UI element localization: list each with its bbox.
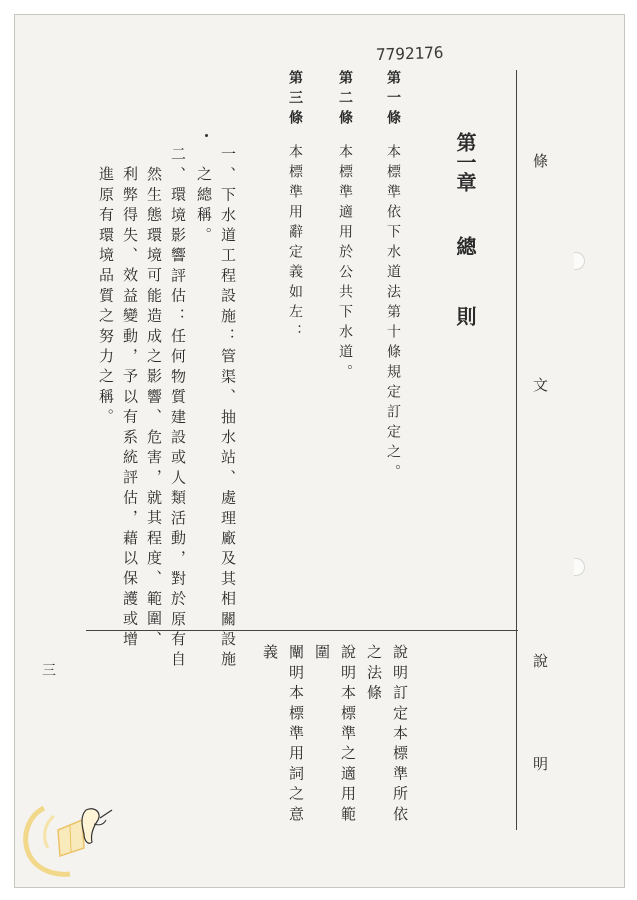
stray-mark — [205, 134, 208, 137]
chapter-number: 第一章 — [453, 132, 477, 192]
definition-1-line1: 一、下水道工程設施：管渠、抽水站、處理廠及其相關設施 — [219, 146, 237, 672]
article-2-label: 第二條 — [337, 70, 353, 130]
explanation-1-line2: 之法條 — [365, 644, 383, 705]
explanation-2-line1: 說明本標準之適用範 — [339, 644, 357, 826]
article-3-text: 本標準用辭定義如左： — [287, 144, 303, 344]
article-3 — [288, 70, 302, 344]
explanation-3-line2: 義 — [261, 644, 279, 665]
explanation-2-line2: 圍 — [313, 644, 331, 665]
article-2-text: 本標準適用於公共下水道。 — [337, 144, 353, 384]
article-1-label: 第一條 — [385, 70, 401, 130]
header-label-wen: 文 — [533, 376, 549, 394]
article-1 — [386, 70, 400, 484]
definition-2-line4: 進原有環境品質之努力之稱。 — [97, 166, 115, 429]
header-label-ming: 明 — [533, 755, 549, 773]
explanation-1-line1: 說明訂定本標準所依 — [391, 644, 409, 826]
library-watermark-logo — [14, 790, 126, 886]
chapter-word-ze: 則 — [453, 306, 477, 326]
article-2 — [338, 70, 352, 384]
article-3-label: 第三條 — [287, 70, 303, 130]
header-label-tiao: 條 — [533, 152, 549, 170]
divider-right — [516, 70, 517, 830]
header-label-shuo: 說 — [533, 652, 549, 670]
definition-2-line1: 二、環境影響評估：任何物質建設或人類活動，對於原有自 — [169, 146, 187, 672]
article-1-text: 本標準依下水道法第十條規定訂定之。 — [385, 144, 401, 484]
page-number: 三 — [42, 663, 56, 679]
definition-2-line3: 利弊得失、效益變動，予以有系統評估，藉以保護或增 — [121, 166, 139, 651]
definition-2-line2: 然生態環境可能造成之影響、危害，就其程度、範圍、 — [145, 166, 163, 651]
serial-number: 7792176 — [375, 42, 444, 65]
explanation-3-line1: 闡明本標準用詞之意 — [287, 644, 305, 826]
chapter-word-zong: 總 — [453, 236, 477, 256]
definition-1-line2: 之總稱。 — [195, 166, 213, 247]
chapter-title — [455, 132, 475, 326]
